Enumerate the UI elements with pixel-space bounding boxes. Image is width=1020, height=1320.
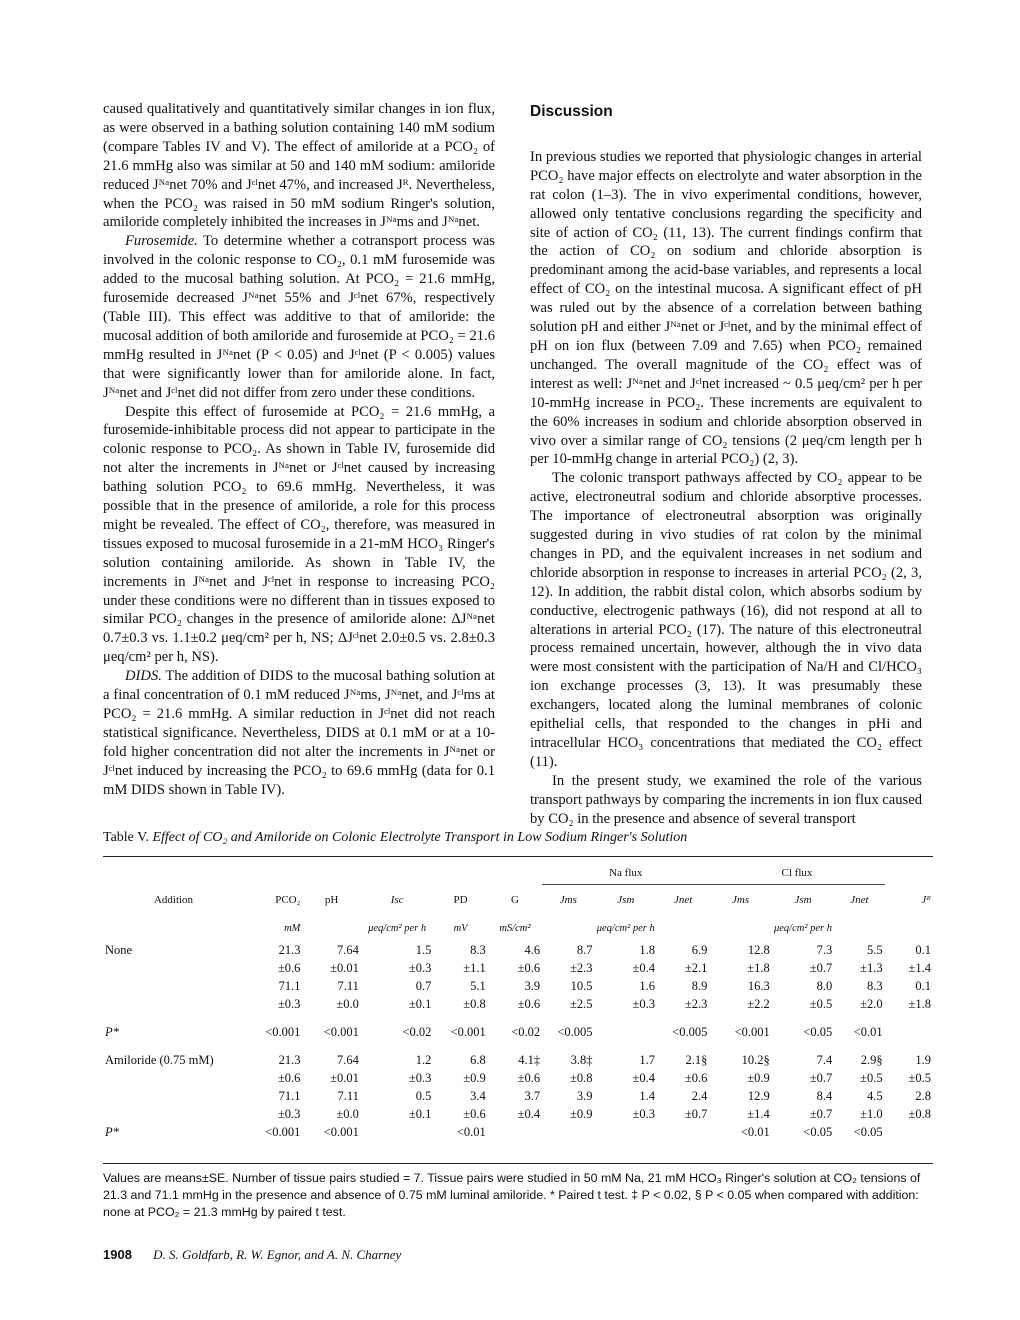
row-label-cell xyxy=(103,1087,244,1105)
table-cell xyxy=(542,1123,594,1141)
table-cell: 2.9§ xyxy=(860,1052,883,1067)
row-label-cell: None xyxy=(105,942,133,957)
table-cell: 3.9 xyxy=(524,978,541,993)
table-cell: ±1.3 xyxy=(860,960,883,975)
table-cell: ±0.0 xyxy=(336,996,359,1011)
unit-cell: mM xyxy=(284,922,301,934)
unit-cell xyxy=(302,915,360,941)
column-header: pH xyxy=(324,893,339,906)
column-header: G xyxy=(510,893,519,906)
unit-cell xyxy=(657,915,709,941)
table-cell: ±0.7 xyxy=(809,960,833,975)
table-cell: 1.8 xyxy=(639,942,655,957)
table-row xyxy=(103,1069,933,1087)
table-cell: <0.001 xyxy=(265,1024,301,1039)
body-paragraph: In the present study, we examined the role of the various transport pathways by comparing the increments in ion flux caused by CO₂ in the presence and absence of several transport xyxy=(530,772,922,827)
table-cell: ±0.6 xyxy=(463,1106,486,1121)
table-cell: 7.11 xyxy=(337,1088,359,1103)
table-row xyxy=(103,1087,933,1105)
table-cell: ±0.8 xyxy=(570,1070,593,1085)
table-cell: 21.3 xyxy=(278,942,301,957)
table-cell: ±0.1 xyxy=(408,996,432,1011)
table-cell: ±0.4 xyxy=(517,1106,541,1121)
table-cell: 1.7 xyxy=(639,1052,655,1067)
table-cell xyxy=(595,1123,657,1141)
table-cell: 6.8 xyxy=(470,1052,486,1067)
table-cell: ±0.5 xyxy=(908,1070,931,1085)
table-cell: 4.5 xyxy=(866,1088,883,1103)
table-cell: ±0.9 xyxy=(570,1106,593,1121)
table-row xyxy=(103,1023,933,1041)
unit-cell xyxy=(834,915,884,941)
section-run-in-title: DIDS. xyxy=(125,668,162,685)
table-cell: ±1.1 xyxy=(463,960,486,975)
table-cell: 1.5 xyxy=(415,942,432,957)
table-cell: 10.5 xyxy=(570,978,593,993)
data-table-container xyxy=(103,862,933,1141)
column-header: Isc xyxy=(390,893,404,906)
table-row xyxy=(103,995,933,1013)
left-column xyxy=(103,100,495,800)
table-cell: <0.001 xyxy=(734,1024,770,1039)
column-header: Jsm xyxy=(794,894,812,906)
table-cell xyxy=(488,1123,542,1141)
table-cell: 8.3 xyxy=(470,942,486,957)
row-label-cell: P* xyxy=(105,1124,119,1139)
column-header: Jnet xyxy=(673,894,693,906)
table-body xyxy=(103,941,933,1141)
table-title: Effect of CO₂ and Amiloride on Colonic Electrolyte Transport in Low Sodium Ringer's Solution xyxy=(152,830,688,845)
table-cell: 0.1 xyxy=(915,942,931,957)
table-cell: ±1.0 xyxy=(860,1106,883,1121)
body-paragraph xyxy=(103,667,495,799)
table-cell: 10.2§ xyxy=(741,1052,770,1067)
body-paragraph: caused qualitatively and quantitatively similar changes in ion flux, as were observed in a bathing solution containing 140 mM sodium (compare Tables IV and V). The effect of amiloride at a PCO₂ of 21.6 mmHg also was similar at 50 and 140 mM sodium: amiloride reduced Jᴺᵃnet 70% and Jᶜˡnet 47%, and increased Jᴿ. Nevertheless, when the PCO₂ was raised in 50 mM sodium Ringer's solution, amiloride completely inhibited the increases in Jᴺᵃms and Jᴺᵃnet. xyxy=(103,101,495,231)
table-cell: ±0.8 xyxy=(908,1106,931,1121)
table-cell: ±0.01 xyxy=(330,960,359,975)
table-cell: 7.3 xyxy=(816,942,833,957)
table-cell: ±1.8 xyxy=(747,960,770,975)
table-cell: ±0.3 xyxy=(277,996,301,1011)
unit-cell xyxy=(885,915,933,941)
unit-cell: μeq/cm² per h xyxy=(774,922,832,934)
table-cell: 3.9 xyxy=(576,1088,593,1103)
row-label-cell: Amiloride (0.75 mM) xyxy=(105,1052,214,1067)
table-cell: 7.4 xyxy=(816,1052,833,1067)
na-flux-group-header: Na flux xyxy=(542,862,709,885)
table-cell: ±0.8 xyxy=(463,996,486,1011)
table-cell: ±2.5 xyxy=(570,996,593,1011)
column-header: PCO₂ xyxy=(275,893,301,906)
unit-cell: mS/cm² xyxy=(499,922,531,934)
table-cell: 2.4 xyxy=(691,1088,708,1103)
body-paragraph: Despite this effect of furosemide at PCO₂ = 21.6 mmHg, a furosemide-inhibitable process did not appear to participate in the colonic response to PCO₂. As shown in Table IV, furosemide did not alter the increments in Jᴺᵃnet or Jᶜˡnet caused by increasing bathing solution PCO₂ to 69.6 mmHg. Nevertheless, it was possible that in the presence of amiloride, a role for this process might be revealed. The effect of CO₂, therefore, was measured in tissues exposed to mucosal furosemide in a 21-mM HCO₃ Ringer's solution containing amiloride. As shown in Table IV, the increments in Jᴺᵃnet and Jᶜˡnet in response to increasing PCO₂ under these conditions were no different than in tissues exposed to similar PCO₂ changes in the presence of amiloride alone: ΔJᴺᵃnet 0.7±0.3 vs. 1.1±0.2 μeq/cm² per h, NS; ΔJᶜˡnet 2.0±0.5 vs. 2.8±0.3 μeq/cm² per h, NS). xyxy=(103,403,495,666)
paragraph-text: The addition of DIDS to the mucosal bathing solution at a final concentration of 0.1 mM reduced Jᴺᵃms, Jᴺᵃnet, and Jᶜˡms at PCO₂ = 21.6 mmHg. A similar reduction in Jᶜˡnet did not reach statistical significance. Nevertheless, DIDS at 0.1 mM or at a 10-fold higher concentration did not alter the increments in Jᴺᵃnet or Jᶜˡnet induced by increasing the PCO₂ to 69.6 mmHg (data for 0.1 mM DIDS shown in Table IV). xyxy=(103,668,495,798)
table-cell: ±0.3 xyxy=(277,1106,301,1121)
unit-cell xyxy=(709,915,771,941)
table-cell: 8.3 xyxy=(866,978,883,993)
table-cell: ±0.7 xyxy=(684,1106,708,1121)
table-cell: ±0.5 xyxy=(809,996,833,1011)
table-cell: <0.05 xyxy=(853,1124,883,1139)
table-cell: <0.001 xyxy=(323,1024,359,1039)
unit-cell: μeq/cm² per h xyxy=(368,922,427,934)
table-cell: 12.9 xyxy=(747,1088,770,1103)
column-header: Jsm xyxy=(617,894,635,906)
table-cell: 3.7 xyxy=(524,1088,541,1103)
units-row xyxy=(103,915,933,941)
table-row xyxy=(103,1123,933,1141)
table-cell: 71.1 xyxy=(278,1088,301,1103)
table-label: Table V. xyxy=(103,830,149,845)
unit-cell xyxy=(542,915,594,941)
column-header: Jms xyxy=(559,894,577,906)
table-cell: 1.4 xyxy=(639,1088,655,1103)
paragraph-text: To determine whether a cotransport process was involved in the colonic response to CO₂, 0.1 mM furosemide was added to the mucosal bathing solution. At PCO₂ = 21.6 mmHg, furosemide decreased Jᴺᵃnet 55% and Jᶜˡnet 67%, respectively (Table III). This effect was additive to that of amiloride: the mucosal addition of both amiloride and furosemide at PCO₂ = 21.6 mmHg resulted in Jᴺᵃnet (P < 0.05) and Jᶜˡnet (P < 0.005) values that were significantly lower than for amiloride alone. In fact, Jᴺᵃnet and Jᶜˡnet did not differ from zero under these conditions. xyxy=(103,233,495,401)
body-paragraph xyxy=(103,232,495,402)
table-cell: ±0.7 xyxy=(809,1106,833,1121)
row-label-cell xyxy=(103,977,244,995)
table-cell: ±0.7 xyxy=(809,1070,833,1085)
table-cell: 71.1 xyxy=(278,978,301,993)
table-cell: 8.0 xyxy=(816,978,833,993)
table-cell xyxy=(595,1023,657,1041)
table-cell: 3.8‡ xyxy=(570,1052,593,1067)
table-cell: ±0.9 xyxy=(463,1070,486,1085)
section-heading: Discussion xyxy=(530,103,613,120)
table-cell: ±0.6 xyxy=(684,1070,708,1085)
table-cell: ±2.0 xyxy=(860,996,883,1011)
table-bottom-rule xyxy=(103,1163,933,1164)
table-cell: ±2.2 xyxy=(747,996,770,1011)
table-cell: 3.4 xyxy=(470,1088,486,1103)
cl-flux-group-header: Cl flux xyxy=(709,862,884,885)
table-cell: ±0.6 xyxy=(277,960,301,975)
row-label-cell xyxy=(103,995,244,1013)
table-cell: 0.5 xyxy=(415,1088,432,1103)
table-cell: 5.5 xyxy=(866,942,883,957)
table-cell: 8.4 xyxy=(816,1088,833,1103)
table-row xyxy=(103,941,933,959)
table-cell: <0.05 xyxy=(803,1124,833,1139)
table-cell: <0.02 xyxy=(402,1024,432,1039)
column-header: Jnet xyxy=(850,894,869,906)
page-footer xyxy=(103,1247,401,1263)
table-cell: ±1.4 xyxy=(908,960,931,975)
table-cell xyxy=(885,1023,933,1041)
table-cell: ±0.6 xyxy=(277,1070,301,1085)
table-cell: ±1.8 xyxy=(908,996,931,1011)
table-caption xyxy=(103,830,933,846)
right-column xyxy=(530,103,922,829)
unit-cell: μeq/cm² per h xyxy=(596,922,655,934)
table-cell: ±0.6 xyxy=(517,1070,541,1085)
spacer-row xyxy=(103,1013,933,1023)
table-cell: <0.01 xyxy=(740,1124,770,1139)
table-cell: ±0.6 xyxy=(517,996,541,1011)
table-cell: ±0.3 xyxy=(632,996,655,1011)
table-cell: 1.9 xyxy=(915,1052,931,1067)
running-authors: D. S. Goldfarb, R. W. Egnor, and A. N. Charney xyxy=(153,1247,402,1262)
table-cell: ±0.6 xyxy=(517,960,541,975)
column-header: Addition xyxy=(153,893,194,906)
table-cell: <0.005 xyxy=(557,1024,593,1039)
row-label-cell xyxy=(103,959,244,977)
table-cell: ±0.01 xyxy=(330,1070,359,1085)
table-cell: 7.11 xyxy=(337,978,359,993)
table-cell xyxy=(361,1123,434,1141)
table-cell: ±0.9 xyxy=(747,1070,770,1085)
table-cell xyxy=(657,1123,709,1141)
table-cell: 0.1 xyxy=(915,978,931,993)
table-cell: ±0.0 xyxy=(336,1106,359,1121)
table-cell: ±0.3 xyxy=(632,1106,655,1121)
table-cell: 8.9 xyxy=(691,978,708,993)
table-cell: ±2.3 xyxy=(684,996,708,1011)
data-table xyxy=(103,862,933,1141)
table-cell: 12.8 xyxy=(747,942,770,957)
table-cell: <0.001 xyxy=(450,1024,486,1039)
table-cell: <0.01 xyxy=(853,1024,883,1039)
unit-cell xyxy=(103,915,244,941)
table-cell: 4.1‡ xyxy=(518,1052,541,1067)
table-cell: <0.001 xyxy=(265,1124,301,1139)
body-paragraph: The colonic transport pathways affected by CO₂ appear to be active, electroneutral sodium and chloride absorptive processes. The importance of electroneutral absorption was originally suggested during in vivo studies of rat colon by the minimal changes in PD, and the equivalent increases in net sodium and chloride absorption in response to increases in arterial PCO₂ (2, 3, 12). In addition, the rabbit distal colon, which absorbs sodium by conductive, electrogenic pathways (16), did not respond at all to alterations in arterial PCO₂ (17). The nature of this electroneutral process remained uncertain, however, although the in vivo data were most consistent with the participation of Na/H and Cl/HCO₃ ion exchange processes (3, 13). It was presumably these exchangers, located along the luminal membranes of colonic epithelial cells, that responded to the changes in pHi and intracellular HCO₃ concentrations that mediated the CO₂ effect (11). xyxy=(530,470,922,770)
table-row xyxy=(103,1105,933,1123)
table-cell: 7.64 xyxy=(336,942,359,957)
table-cell: ±2.1 xyxy=(684,960,708,975)
table-cell: 21.3 xyxy=(278,1052,301,1067)
column-header: Jms xyxy=(732,894,750,906)
table-cell: ±2.3 xyxy=(570,960,593,975)
table-top-rule xyxy=(103,856,933,857)
table-cell: ±1.4 xyxy=(747,1106,770,1121)
table-cell: 1.2 xyxy=(415,1052,432,1067)
table-cell: 16.3 xyxy=(747,978,770,993)
table-cell: ±0.4 xyxy=(632,1070,655,1085)
table-cell: 2.1§ xyxy=(685,1052,708,1067)
row-label-cell: P* xyxy=(105,1024,119,1039)
table-cell: ±0.1 xyxy=(408,1106,432,1121)
table-cell: 4.6 xyxy=(524,942,541,957)
table-cell: 8.7 xyxy=(576,942,593,957)
table-cell: ±0.4 xyxy=(632,960,655,975)
unit-cell: mV xyxy=(453,922,468,934)
spacer-row xyxy=(103,1041,933,1051)
table-cell: 5.1 xyxy=(470,978,486,993)
table-cell xyxy=(885,1123,933,1141)
table-cell: ±0.3 xyxy=(408,960,432,975)
table-cell: <0.05 xyxy=(803,1024,833,1039)
table-row xyxy=(103,959,933,977)
table-cell: <0.001 xyxy=(323,1124,359,1139)
column-header: PD xyxy=(453,893,468,906)
row-label-cell xyxy=(103,1069,244,1087)
table-row xyxy=(103,977,933,995)
page-number: 1908 xyxy=(103,1247,132,1262)
row-label-cell xyxy=(103,1105,244,1123)
table-cell: <0.005 xyxy=(672,1024,708,1039)
table-cell: 6.9 xyxy=(691,942,708,957)
table-cell: ±0.3 xyxy=(408,1070,432,1085)
column-header: Jᴿ xyxy=(921,893,931,906)
table-cell: 1.6 xyxy=(639,978,655,993)
body-paragraph: In previous studies we reported that physiologic changes in arterial PCO₂ have major effects on electrolyte and water absorption in the rat colon (1–3). The in vivo experimental conditions, however, allowed only tentative conclusions regarding the specificity and site of action of CO₂ (11, 13). The current findings confirm that the action of CO₂ on sodium and chloride absorption is predominant among the acid-base variables, and represents a local effect of CO₂ on the intestinal mucosa. A significant effect of pH was ruled out by the absence of a correlation between bathing solution pH and either Jᴺᵃnet or Jᶜˡnet, and by the minimal effect of pH on ion flux (between 7.09 and 7.65) when PCO₂ remained unchanged. The overall magnitude of the CO₂ effect was of interest as well: Jᴺᵃnet and Jᶜˡnet increased ~ 0.5 μeq/cm² per h per 10-mmHg increase in PCO₂. These increments are equivalent to the 60% increases in sodium and chloride absorption observed in vivo over a similar range of CO₂ tensions (2 μeq/cm length per h per 10-mmHg change in arterial PCO₂) (2, 3). xyxy=(530,148,922,468)
table-cell: 2.8 xyxy=(915,1088,931,1103)
table-cell: ±0.5 xyxy=(860,1070,883,1085)
table-row xyxy=(103,1051,933,1069)
table-cell: 7.64 xyxy=(336,1052,359,1067)
group-header-row xyxy=(103,862,933,885)
table-cell: 0.7 xyxy=(415,978,432,993)
table-cell: <0.02 xyxy=(511,1024,541,1039)
table-footnotes: Values are means±SE. Number of tissue pairs studied = 7. Tissue pairs were studied in 50 mM Na, 21 mM HCO₃ Ringer's solution at CO₂ tensions of 21.3 and 71.1 mmHg in the presence and absence of 0.75 mM luminal amiloride. * Paired t test. ‡ P < 0.02, § P < 0.05 when compared with addition: none at PCO₂ = 21.3 mmHg by paired t test. xyxy=(103,1171,921,1219)
table-cell: <0.01 xyxy=(456,1124,486,1139)
column-header-row xyxy=(103,885,933,916)
section-run-in-title: Furosemide. xyxy=(125,233,198,250)
